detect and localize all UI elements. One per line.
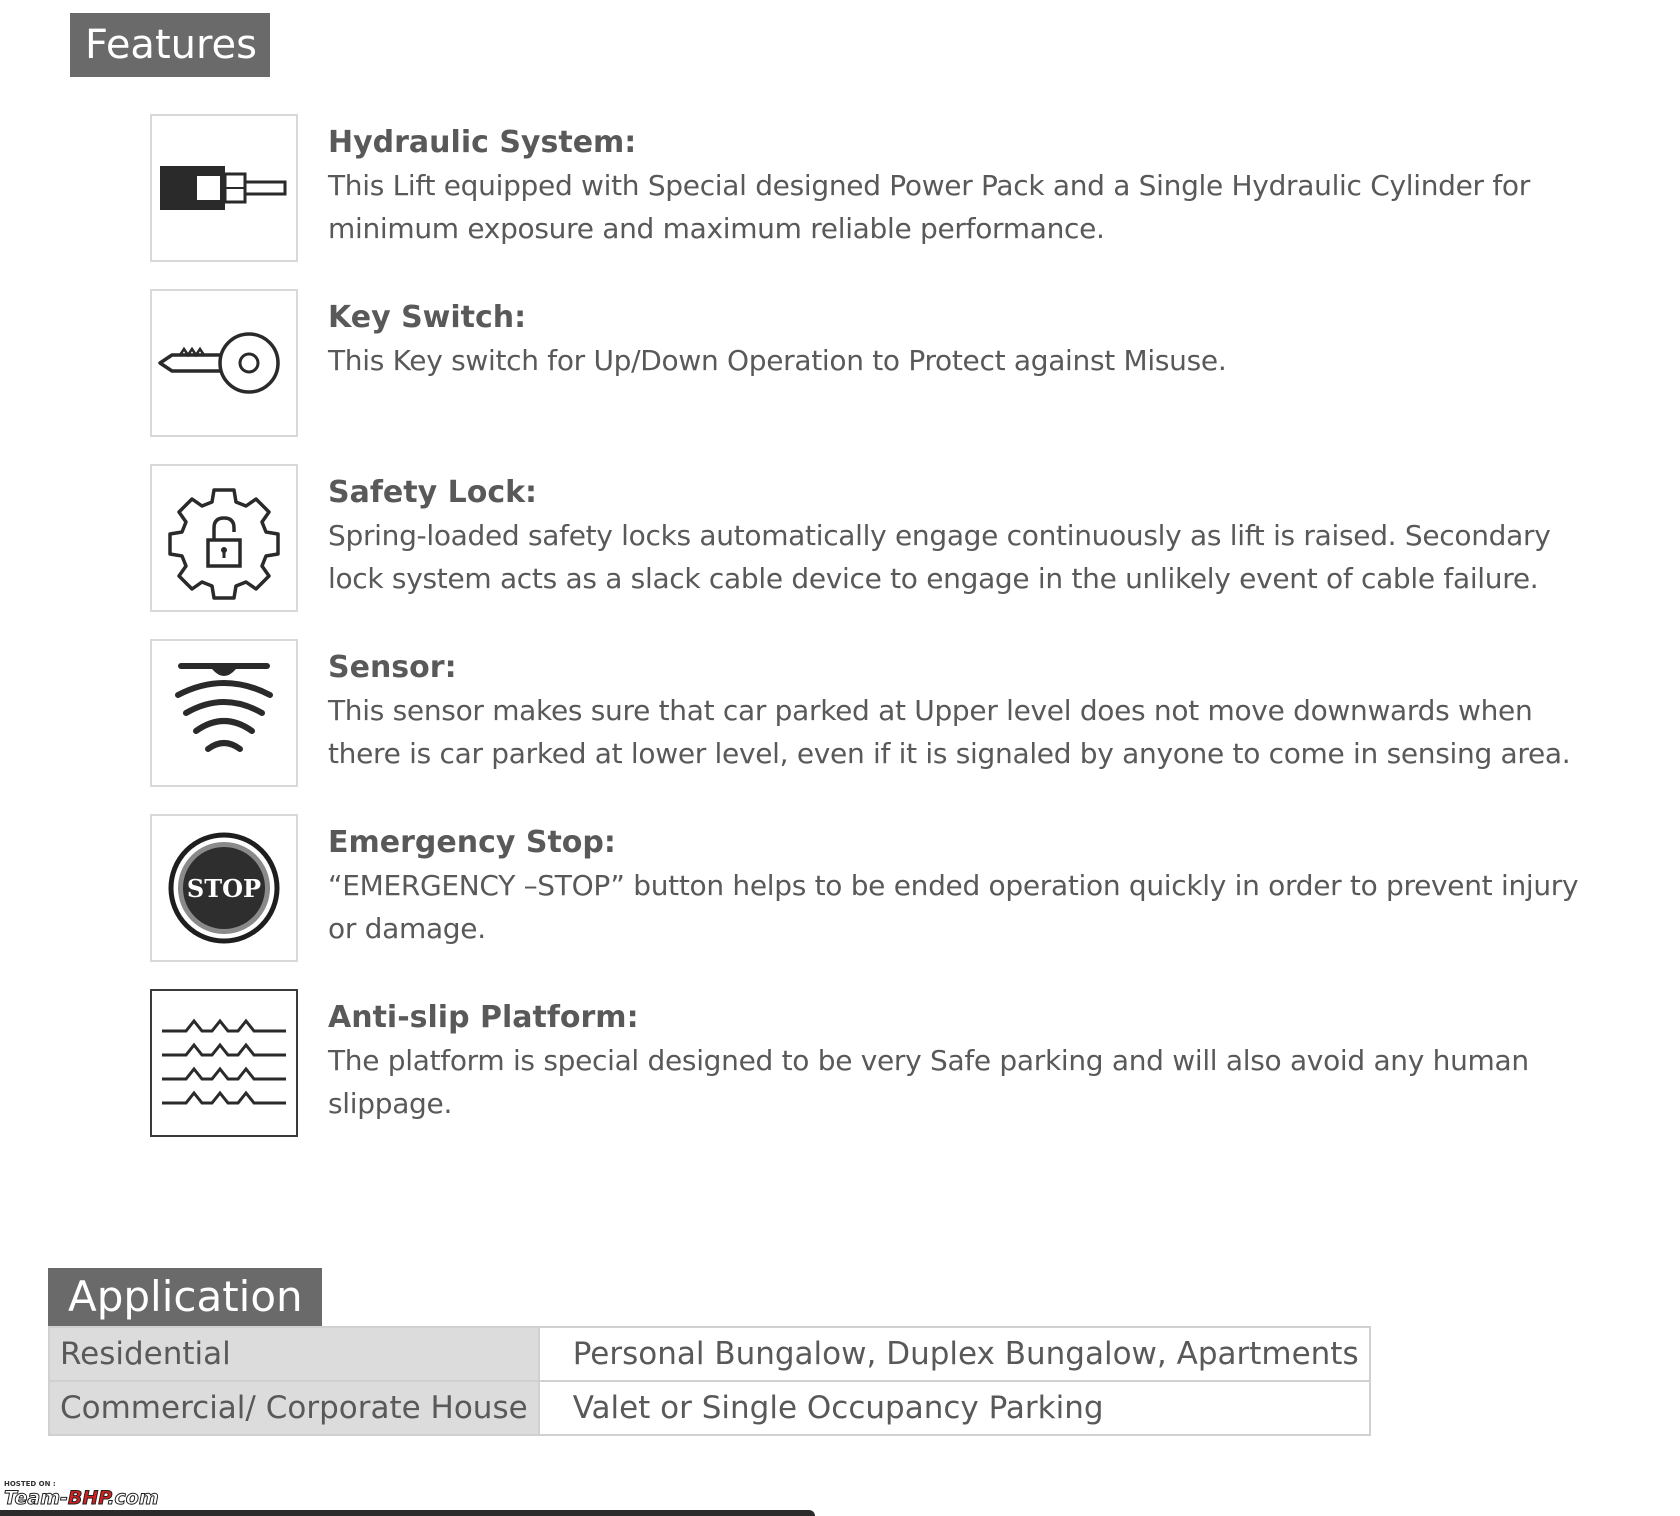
feature-item-sensor [150, 639, 1610, 785]
features-header: Features [70, 13, 270, 77]
table-row [49, 1327, 1370, 1381]
feature-title: Hydraulic System: [328, 125, 637, 160]
team-bhp-logo [4, 1488, 204, 1508]
feature-item-key-switch [150, 289, 1610, 435]
feature-title: Sensor: [328, 650, 457, 685]
feature-title: Key Switch: [328, 300, 527, 335]
feature-description: This Key switch for Up/Down Operation to Protect against Misuse. [328, 344, 1227, 377]
application-header: Application [48, 1268, 322, 1326]
feature-description: This sensor makes sure that car parked at Upper level does not move downwards when there is car parked at lower level, even if it is signaled by anyone to come in sensing area. [328, 694, 1571, 770]
hosted-on-label: HOSTED ON : [4, 1480, 56, 1488]
feature-description: This Lift equipped with Special designed Power Pack and a Single Hydraulic Cylinder for minimum exposure and maximum reliable performance. [328, 169, 1530, 245]
feature-title: Safety Lock: [328, 475, 538, 510]
feature-description: “EMERGENCY –STOP” button helps to be ended operation quickly in order to prevent injury or damage. [328, 869, 1579, 945]
feature-description: Spring-loaded safety locks automatically engage continuously as lift is raised. Secondary lock system acts as a slack cable device to engage in the unlikely event of cable failure. [328, 519, 1551, 595]
logo-suffix: .com [107, 1487, 159, 1509]
anti-slip-icon [150, 989, 298, 1137]
application-table [48, 1326, 1371, 1436]
logo-brand: BHP [67, 1487, 108, 1509]
logo-prefix: Team- [4, 1487, 68, 1509]
application-category: Commercial/ Corporate House [49, 1381, 539, 1435]
feature-title: Anti-slip Platform: [328, 1000, 639, 1035]
hydraulic-cylinder-icon [150, 114, 298, 262]
feature-item-emergency-stop [150, 814, 1610, 960]
feature-item-anti-slip-platform [150, 989, 1610, 1135]
application-value: Valet or Single Occupancy Parking [539, 1381, 1370, 1435]
application-value: Personal Bungalow, Duplex Bungalow, Apartments [539, 1327, 1370, 1381]
feature-title: Emergency Stop: [328, 825, 616, 860]
feature-description: The platform is special designed to be very Safe parking and will also avoid any human slippage. [328, 1044, 1529, 1120]
stop-button-icon [150, 814, 298, 962]
feature-item-hydraulic-system [150, 114, 1610, 260]
table-row [49, 1381, 1370, 1435]
bottom-edge-bar [0, 1510, 815, 1516]
application-category: Residential [49, 1327, 539, 1381]
team-bhp-watermark [4, 1480, 204, 1514]
stop-label: STOP [186, 874, 262, 903]
sensor-waves-icon [150, 639, 298, 787]
feature-item-safety-lock [150, 464, 1610, 610]
key-icon [150, 289, 298, 437]
gear-lock-icon [150, 464, 298, 612]
